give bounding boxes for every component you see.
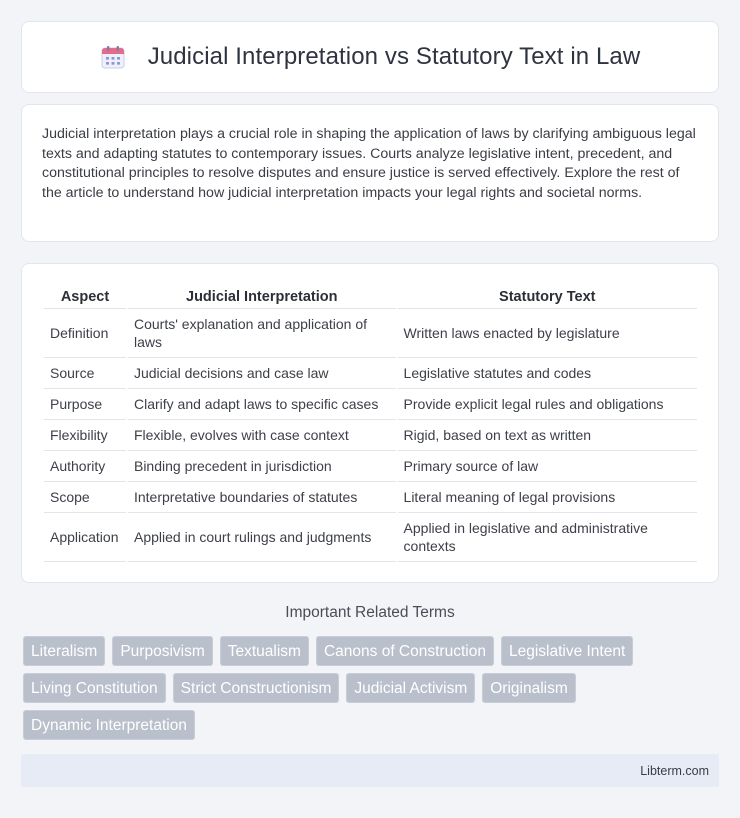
table-row <box>44 358 697 389</box>
tag-literalism[interactable]: Literalism <box>23 636 105 666</box>
table-cell: Authority <box>44 451 126 482</box>
intro-card <box>21 104 719 242</box>
footer-brand-link[interactable]: Libterm.com <box>640 763 709 778</box>
table-row <box>44 513 697 562</box>
intro-text: Judicial interpretation plays a crucial role in shaping the application of laws by clarifying ambiguous legal texts and adapting statutes to contemporary issues. Courts analyze legislative intent, precedent, and constitutional principles to resolve disputes and ensure justice is served effectively. Explore the rest of the article to understand how judicial interpretation impacts your legal rights and societal norms. <box>42 126 696 201</box>
table-row <box>44 482 697 513</box>
tag-dynamic-interpretation[interactable]: Dynamic Interpretation <box>23 710 195 740</box>
table-cell: Legislative statutes and codes <box>398 358 697 389</box>
table-cell: Literal meaning of legal provisions <box>398 482 697 513</box>
table-cell: Interpretative boundaries of statutes <box>128 482 396 513</box>
comparison-table <box>42 286 699 562</box>
table-header-row <box>44 286 697 309</box>
table-cell: Primary source of law <box>398 451 697 482</box>
header-statutory-text: Statutory Text <box>398 286 697 309</box>
table-cell: Source <box>44 358 126 389</box>
header-aspect: Aspect <box>44 286 126 309</box>
tag-legislative-intent[interactable]: Legislative Intent <box>501 636 633 666</box>
table-cell: Applied in court rulings and judgments <box>128 513 396 562</box>
page-title: Judicial Interpretation vs Statutory Text in Law <box>147 43 641 70</box>
table-cell: Written laws enacted by legislature <box>398 309 697 358</box>
comparison-table-card <box>21 263 719 583</box>
table-cell: Flexibility <box>44 420 126 451</box>
title-wrap <box>100 43 641 71</box>
header-card <box>21 21 719 93</box>
table-row <box>44 420 697 451</box>
table-cell: Courts' explanation and application of laws <box>128 309 396 358</box>
table-cell: Judicial decisions and case law <box>128 358 396 389</box>
tag-strict-constructionism[interactable]: Strict Constructionism <box>173 673 340 703</box>
table-cell: Binding precedent in jurisdiction <box>128 451 396 482</box>
table-cell: Application <box>44 513 126 562</box>
table-cell: Applied in legislative and administrative contexts <box>398 513 697 562</box>
table-cell: Provide explicit legal rules and obligations <box>398 389 697 420</box>
tag-judicial-activism[interactable]: Judicial Activism <box>346 673 475 703</box>
table-cell: Purpose <box>44 389 126 420</box>
tag-purposivism[interactable]: Purposivism <box>112 636 212 666</box>
table-row <box>44 309 697 358</box>
table-cell: Rigid, based on text as written <box>398 420 697 451</box>
header-judicial-interpretation: Judicial Interpretation <box>128 286 396 309</box>
table-cell: Clarify and adapt laws to specific cases <box>128 389 396 420</box>
calendar-icon <box>100 44 126 70</box>
table-cell: Scope <box>44 482 126 513</box>
related-terms-title: Important Related Terms <box>285 604 455 621</box>
tag-originalism[interactable]: Originalism <box>482 673 576 703</box>
table-cell: Definition <box>44 309 126 358</box>
tag-living-constitution[interactable]: Living Constitution <box>23 673 166 703</box>
footer <box>21 754 719 787</box>
tag-canons-of-construction[interactable]: Canons of Construction <box>316 636 494 666</box>
table-cell: Flexible, evolves with case context <box>128 420 396 451</box>
table-row <box>44 451 697 482</box>
related-terms-tags <box>23 636 723 740</box>
table-row <box>44 389 697 420</box>
tag-textualism[interactable]: Textualism <box>220 636 309 666</box>
